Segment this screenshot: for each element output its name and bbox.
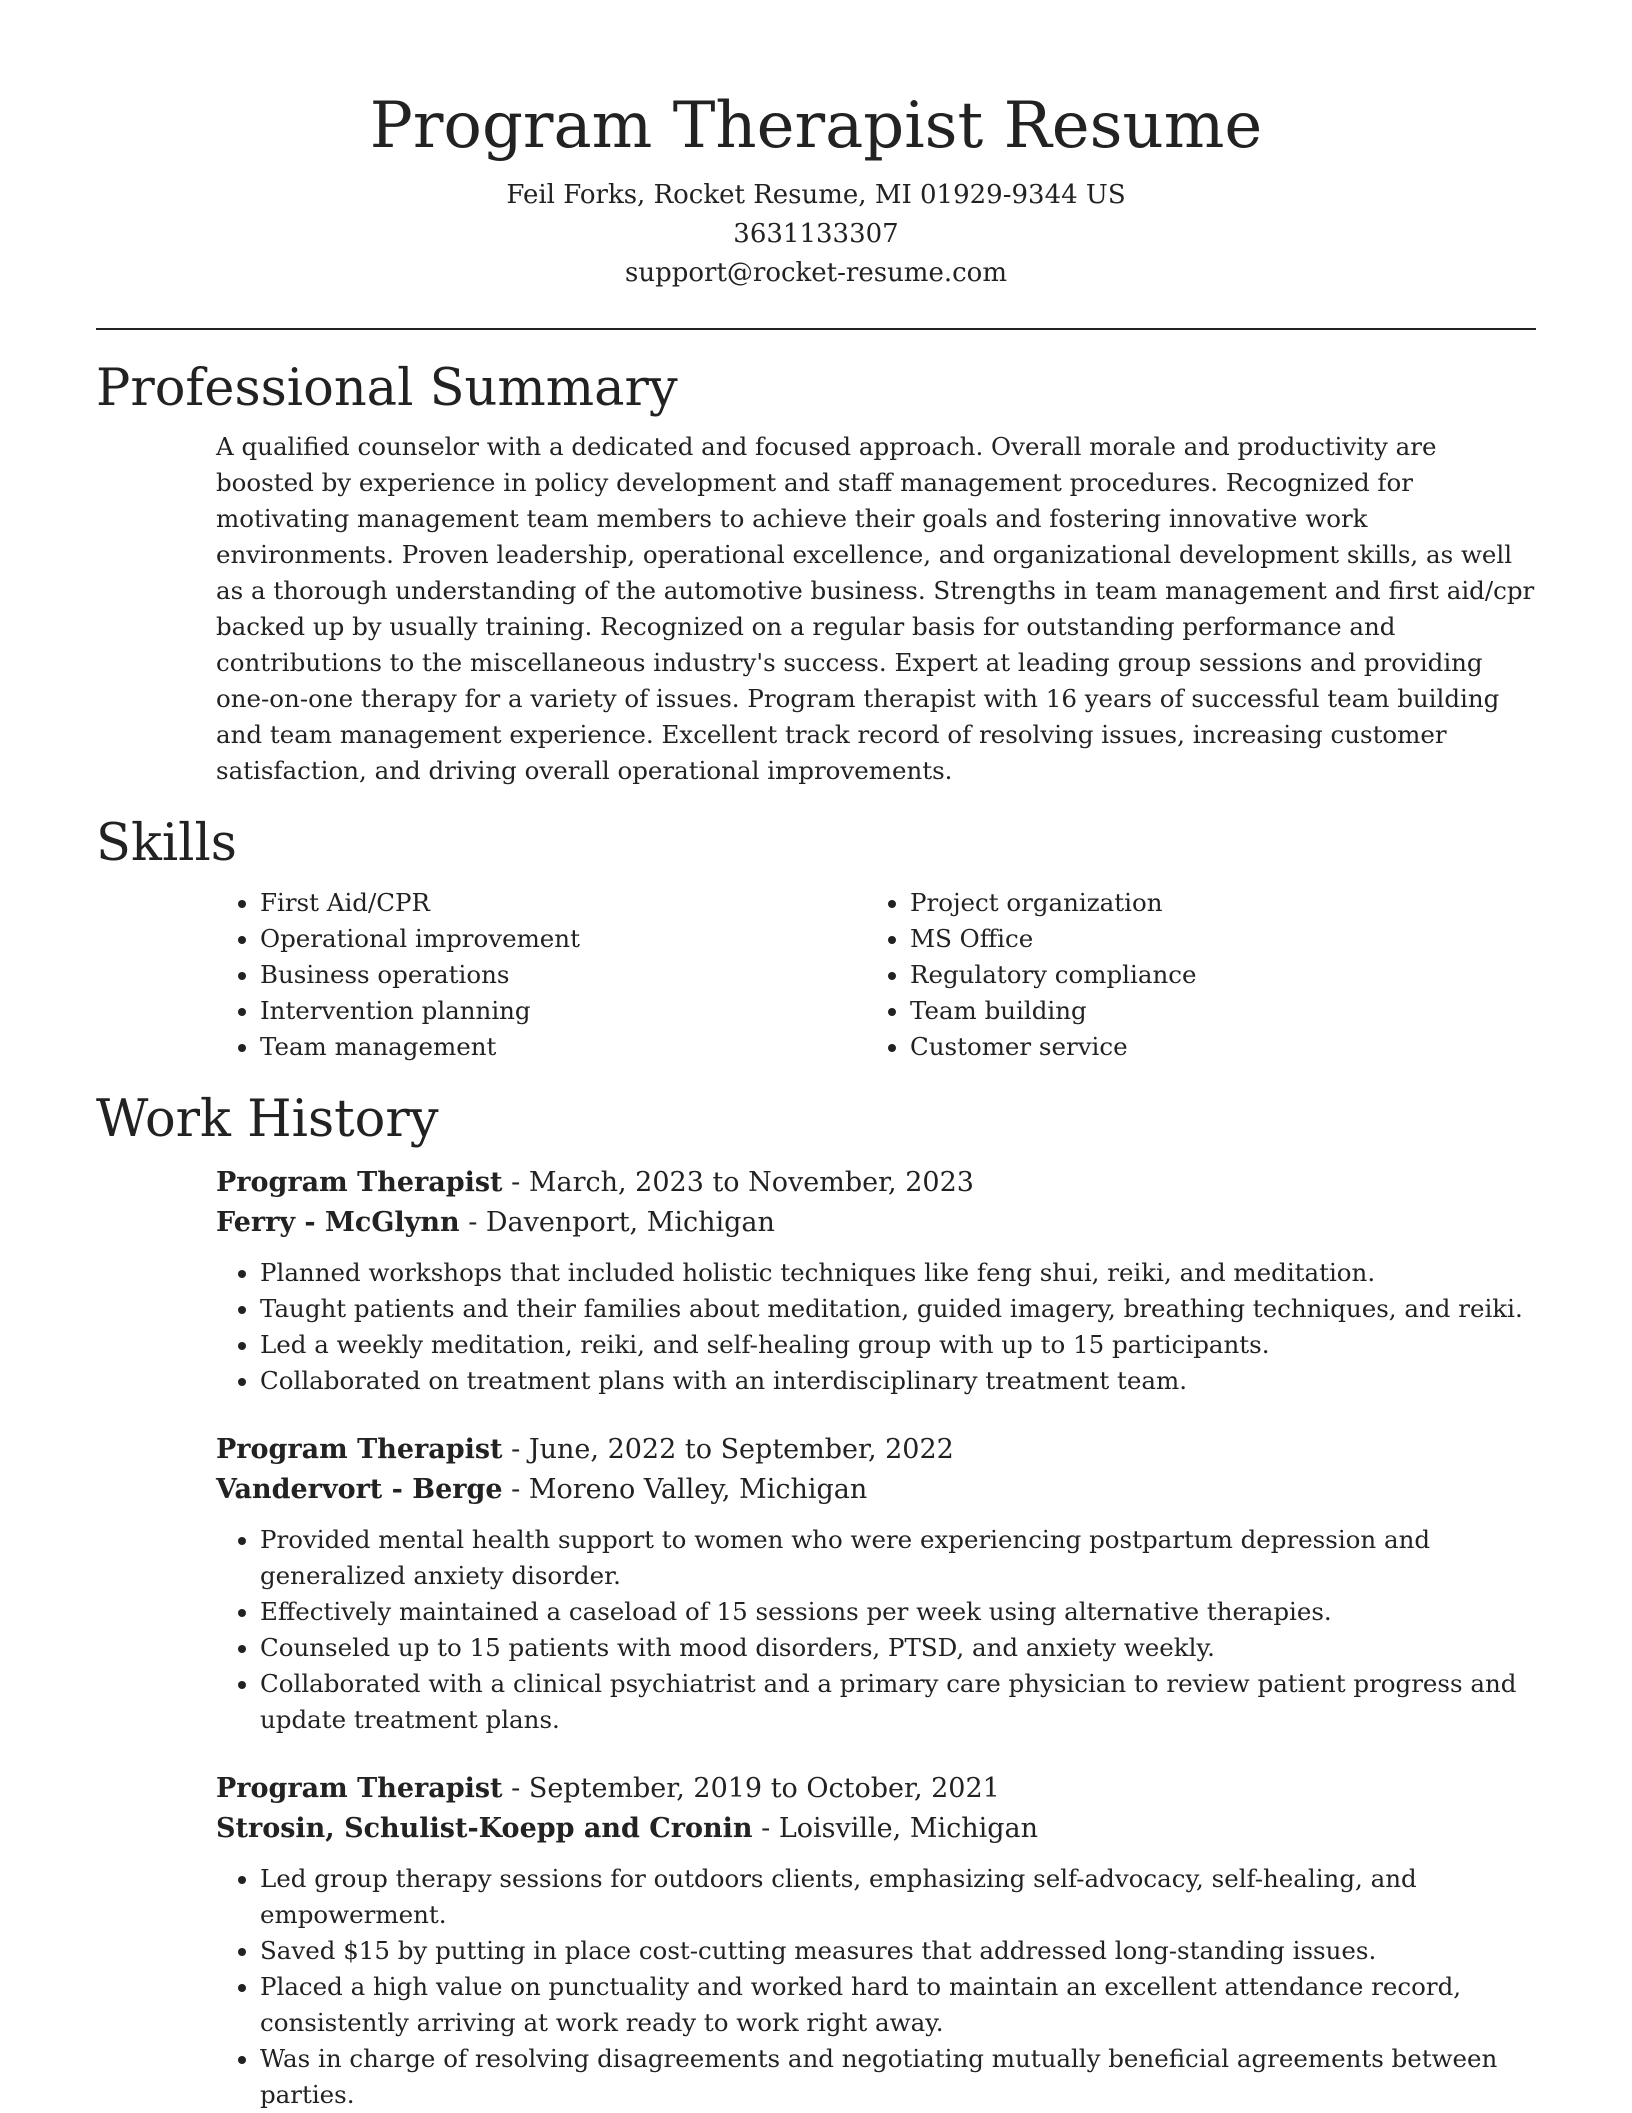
job-company: Ferry - McGlynn bbox=[216, 1207, 460, 1238]
job-bullet: • Provided mental health support to women who were experiencing postpartum depression and generalized anxiety disorder. bbox=[260, 1522, 1536, 1594]
job-title-line bbox=[216, 1163, 1536, 1203]
skill-item: • Operational improvement bbox=[260, 921, 760, 957]
job-entry bbox=[216, 1769, 1536, 2113]
job-role: Program Therapist bbox=[216, 1773, 503, 1804]
job-dates: - June, 2022 to September, 2022 bbox=[502, 1434, 954, 1465]
skill-item: • Regulatory compliance bbox=[910, 957, 1410, 993]
skill-item: • Team building bbox=[910, 993, 1410, 1029]
job-bullet: • Taught patients and their families about meditation, guided imagery, breathing techniques, and reiki. bbox=[260, 1291, 1536, 1327]
job-bullet: • Was in charge of resolving disagreements and negotiating mutually beneficial agreements between parties. bbox=[260, 2041, 1536, 2113]
skills-list bbox=[96, 885, 1536, 1065]
resume-header bbox=[96, 0, 1536, 293]
skills-section bbox=[96, 813, 1536, 1065]
job-role: Program Therapist bbox=[216, 1167, 503, 1198]
job-entry bbox=[216, 1163, 1536, 1399]
job-bullet: • Counseled up to 15 patients with mood disorders, PTSD, and anxiety weekly. bbox=[260, 1630, 1536, 1666]
job-company-line bbox=[216, 1809, 1536, 1849]
email-address: support@rocket-resume.com bbox=[624, 258, 1007, 288]
skill-item: • Team management bbox=[260, 1029, 760, 1065]
summary-text: A qualified counselor with a dedicated and focused approach. Overall morale and productivity are boosted by experience in policy development and staff management procedures. Recognized for motivating management team members to achieve their goals and fostering innovative work environments. Proven leadership, operational excellence, and organizational development skills, as well as a thorough understanding of the automotive business. Strengths in team management and first aid/cpr backed up by usually training. Recognized on a regular basis for outstanding performance and contributions to the miscellaneous industry's success. Expert at leading group sessions and providing one-on-one therapy for a variety of issues. Program therapist with 16 years of successful team building and team management experience. Excellent track record of resolving issues, increasing customer satisfaction, and driving overall operational improvements. bbox=[216, 432, 1535, 785]
skill-item: • First Aid/CPR bbox=[260, 885, 760, 921]
resume-page bbox=[96, 0, 1536, 2113]
job-bullet: • Collaborated with a clinical psychiatrist and a primary care physician to review patient progress and update treatment plans. bbox=[260, 1666, 1536, 1738]
job-location: - Loisville, Michigan bbox=[752, 1813, 1039, 1844]
skill-item: • Business operations bbox=[260, 957, 760, 993]
job-bullet: • Planned workshops that included holistic techniques like feng shui, reiki, and meditation. bbox=[260, 1255, 1536, 1291]
job-entry bbox=[216, 1430, 1536, 1738]
job-bullet: • Saved $15 by putting in place cost-cutting measures that addressed long-standing issues. bbox=[260, 1933, 1536, 1969]
resume-title: Program Therapist Resume bbox=[369, 89, 1263, 163]
job-bullet: • Collaborated on treatment plans with an interdisciplinary treatment team. bbox=[260, 1363, 1536, 1399]
skills-heading: Skills bbox=[96, 814, 237, 873]
skill-item: • MS Office bbox=[910, 921, 1410, 957]
job-company-line bbox=[216, 1203, 1536, 1243]
job-location: - Moreno Valley, Michigan bbox=[502, 1474, 868, 1505]
work-history-section bbox=[96, 1089, 1536, 2113]
job-location: - Davenport, Michigan bbox=[459, 1207, 775, 1238]
address: Feil Forks, Rocket Resume, MI 01929-9344 US bbox=[506, 180, 1126, 210]
summary-section bbox=[96, 358, 1536, 789]
skill-item: • Project organization bbox=[910, 885, 1410, 921]
skills-column-left bbox=[96, 885, 760, 1065]
job-bullet: • Led group therapy sessions for outdoors clients, emphasizing self-advocacy, self-healing, and empowerment. bbox=[260, 1861, 1536, 1933]
job-title-line bbox=[216, 1769, 1536, 1809]
job-dates: - September, 2019 to October, 2021 bbox=[502, 1773, 1000, 1804]
job-bullet: • Effectively maintained a caseload of 15 sessions per week using alternative therapies. bbox=[260, 1594, 1536, 1630]
job-bullet-list bbox=[216, 1861, 1536, 2113]
job-role: Program Therapist bbox=[216, 1434, 503, 1465]
job-company-line bbox=[216, 1470, 1536, 1510]
summary-heading: Professional Summary bbox=[96, 359, 678, 418]
phone-number: 3631133307 bbox=[733, 219, 899, 249]
skills-column-right bbox=[760, 885, 1410, 1065]
job-bullet-list bbox=[216, 1522, 1536, 1738]
skill-item: • Customer service bbox=[910, 1029, 1410, 1065]
job-title-line bbox=[216, 1430, 1536, 1470]
job-bullet-list bbox=[216, 1255, 1536, 1399]
job-bullet: • Placed a high value on punctuality and worked hard to maintain an excellent attendance record, consistently arriving at work ready to work right away. bbox=[260, 1969, 1536, 2041]
job-bullet: • Led a weekly meditation, reiki, and self-healing group with up to 15 participants. bbox=[260, 1327, 1536, 1363]
header-divider bbox=[96, 328, 1536, 330]
skill-item: • Intervention planning bbox=[260, 993, 760, 1029]
work-history-heading: Work History bbox=[96, 1090, 439, 1149]
job-dates: - March, 2023 to November, 2023 bbox=[502, 1167, 974, 1198]
job-company: Strosin, Schulist-Koepp and Cronin bbox=[216, 1813, 753, 1844]
job-company: Vandervort - Berge bbox=[216, 1474, 503, 1505]
